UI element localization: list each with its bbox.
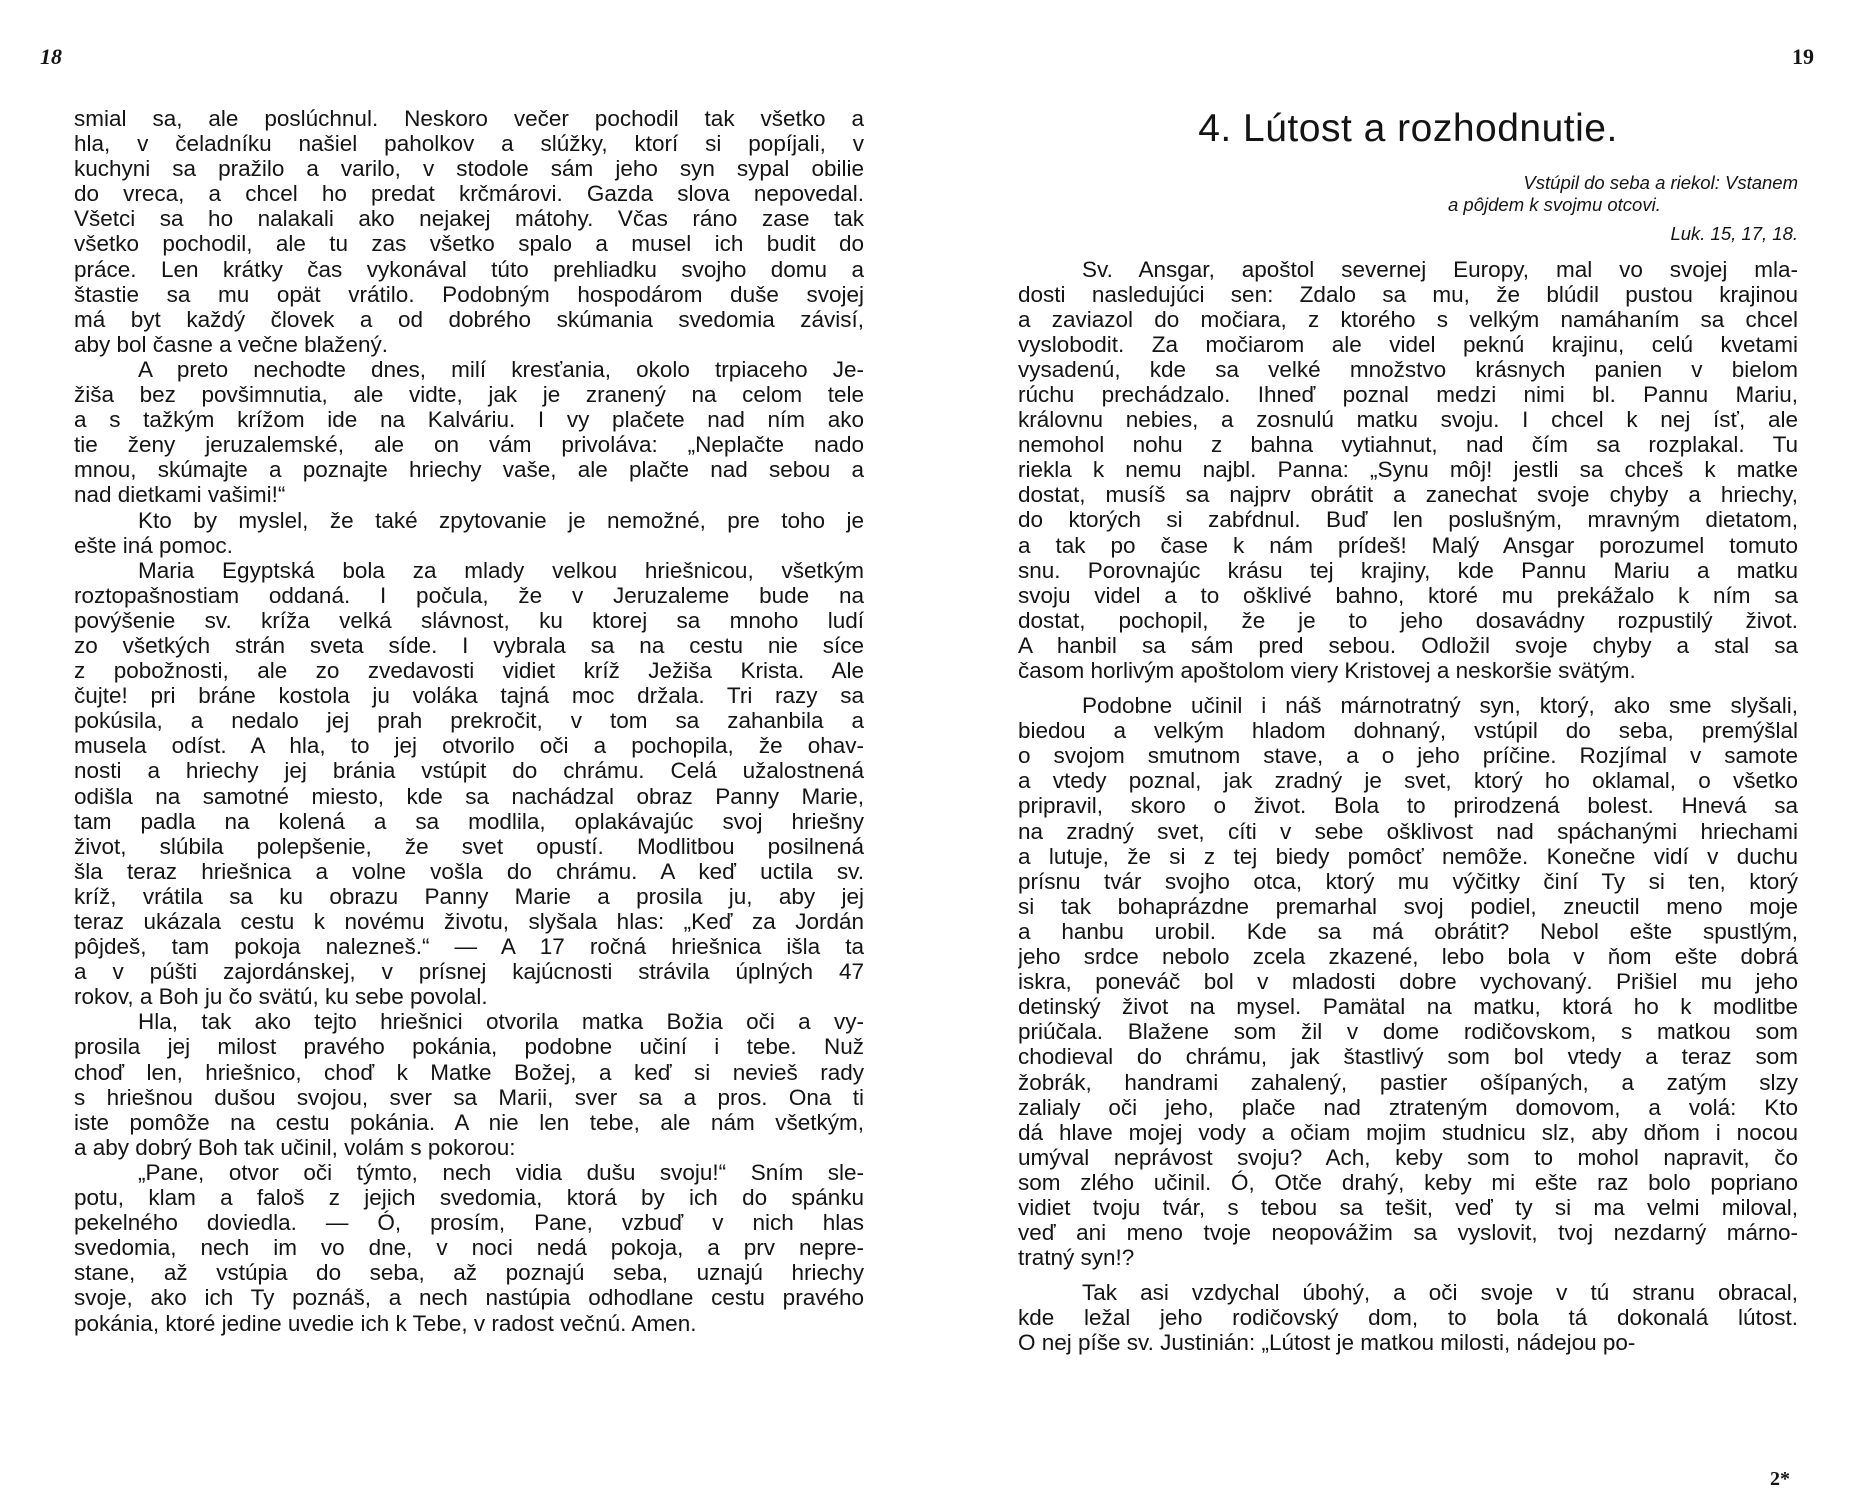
text-line: rúchu prechádzalo. Ihneď poznal medzi nimi bl. Pannu Mariu,: [1018, 381, 1798, 407]
text-line: vysadenú, kde sa velké množstvo krásnych panien v bielom: [1018, 356, 1798, 382]
text-line: potu, klam a faloš z jejich svedomia, ktorá by ich do spánku: [74, 1185, 864, 1211]
text-line: rokov, a Boh ju čo svätú, ku sebe povolal.: [74, 984, 488, 1010]
text-line: štastie sa mu opät vrátilo. Podobným hospodárom duše svojej: [74, 281, 864, 307]
motto-line-1: Vstúpil do seba a riekol: Vstanem: [1523, 172, 1798, 193]
text-line: Podobne učinil i náš márnotratný syn, ktorý, ako sme slyšali,: [1082, 693, 1798, 719]
text-line: tie ženy jeruzalemské, ale on vám privoláva: „Neplačte nado: [74, 432, 864, 458]
text-line: iste pomôže na cestu pokánia. A nie len tebe, ale nám všetkým,: [74, 1109, 864, 1135]
text-line: žobrák, handrami zahalený, pastier ošípaných, a zatým slzy: [1018, 1069, 1798, 1095]
text-line: a hanbu urobil. Kde sa má obrátit? Nebol ešte spustlým,: [1018, 918, 1798, 944]
text-line: prísnu tvár svojho otca, ktorý mu výčitky činí Ty si ten, ktorý: [1018, 868, 1798, 894]
text-line: kde ležal jeho rodičovský dom, to bola tá dokonalá lútost.: [1018, 1305, 1798, 1331]
text-line: O nej píše sv. Justinián: „Lútost je matkou milosti, nádejou po-: [1018, 1330, 1636, 1356]
text-line: musela odíst. A hla, to jej otvorilo oči a pochopila, že ohav-: [74, 733, 864, 759]
text-line: a zaviazol do močiara, z ktorého s velkým namáhaním sa chcel: [1018, 306, 1798, 332]
text-line: královnu nebies, a zosnulú matku svoju. I chcel k nej ísť, ale: [1018, 407, 1798, 433]
text-line: Kto by myslel, že také zpytovanie je nemožné, pre toho je: [138, 507, 864, 533]
right-body: [1018, 257, 1798, 1356]
motto-line-2: a pôjdem k svojmu otcovi.: [1448, 193, 1661, 215]
text-line: svedomia, nech im vo dne, v noci nedá pokoja, a prv nepre-: [74, 1235, 864, 1261]
text-line: riekla k nemu najbl. Panna: „Synu môj! jestli sa chceš k matke: [1018, 457, 1798, 483]
text-line: tratný syn!?: [1018, 1245, 1135, 1271]
printer-signature: 2*: [1770, 1468, 1790, 1490]
right-page-number: 19: [1792, 44, 1814, 69]
text-line: nad dietkami vašimi!“: [74, 482, 286, 508]
text-line: má byt každý človek a od dobrého skúmania svedomia závisí,: [74, 306, 864, 332]
text-line: a v púšti zajordánskej, v prísnej kajúcnosti strávila úplných 47: [74, 959, 864, 985]
text-line: vidiet tvoju tvár, s tebou sa tešit, veď ty si ma velmi miloval,: [1018, 1194, 1798, 1220]
text-line: priúčala. Blažene som žil v dome rodičovskom, s matkou som: [1018, 1019, 1798, 1045]
text-line: dá hlave mojej vody a očiam mojim studnicu slz, aby dňom i nocou: [1018, 1119, 1798, 1145]
text-line: dosti nasledujúci sen: Zdalo sa mu, že blúdil pustou krajinou: [1018, 281, 1798, 307]
text-line: práce. Len krátky čas vykonával túto prehliadku svojho domu a: [74, 256, 864, 282]
text-line: žiša bez povšimnutia, ale vidte, jak je zranený na celom tele: [74, 382, 864, 408]
text-line: svoju videl a to ošklivé bahno, ktoré mu prekážalo k ním sa: [1018, 582, 1798, 608]
motto-reference: Luk. 15, 17, 18.: [1670, 223, 1798, 244]
text-line: iskra, poneváč bol v mladosti dobre vychovaný. Prišiel mu jeho: [1018, 969, 1798, 995]
text-line: a lutuje, že si z tej biedy pomôcť nemôže. Konečne vidí v duchu: [1018, 843, 1798, 869]
text-line: mnou, skúmajte a poznajte hriechy vaše, ale plačte nad sebou a: [74, 457, 864, 483]
text-line: o svojom smutnom stave, a o jeho príčine. Rozjímal v samote: [1018, 743, 1798, 769]
text-line: dostat, pochopil, že je to jeho dosavádny rozpustilý život.: [1018, 607, 1798, 633]
text-line: hla, v čeladníku našiel paholkov a slúžky, ktorí si popíjali, v: [74, 131, 864, 157]
text-line: pokánia, ktoré jedine uvedie ich k Tebe, v radost večnú. Amen.: [74, 1310, 697, 1336]
text-line: Tak asi vzdychal úbohý, a oči svoje v tú stranu obracal,: [1082, 1280, 1798, 1306]
text-line: na zradný svet, cíti v sebe ošklivost nad spáchanými hriechami: [1018, 818, 1798, 844]
text-line: jeho srdce nebolo zcela zkazené, lebo bola v ňom ešte dobrá: [1018, 944, 1798, 970]
text-line: čujte! pri bráne kostola ju voláka tajná moc držala. Tri razy sa: [74, 683, 864, 709]
text-line: Všetci sa ho nalakali ako nejakej mátohy. Včas ráno zase tak: [74, 206, 864, 232]
text-line: pokúsila, a nedalo jej prah prekročit, v tom sa zahanbila a: [74, 708, 864, 734]
text-line: do ktorých si zabŕdnul. Buď len poslušným, mravným dietatom,: [1018, 507, 1798, 533]
text-line: stane, až vstúpia do seba, až poznajú seba, uznajú hriechy: [74, 1260, 864, 1286]
chapter-heading: 4. Lútost a rozhodnutie.: [1198, 107, 1618, 150]
text-line: teraz ukázala cestu k novému životu, slyšala hlas: „Keď za Jordán: [74, 909, 864, 934]
text-line: som zlého učinil. Ó, Otče drahý, keby mi ešte raz bolo popriano: [1018, 1169, 1798, 1195]
text-line: pekelného doviedla. — Ó, prosím, Pane, vzbuď v nich hlas: [74, 1210, 864, 1236]
text-line: zo všetkých strán sveta síde. I vybrala sa na cestu nie síce: [74, 632, 864, 658]
text-line: a vtedy poznal, jak zradný je svet, ktorý ho oklamal, o všetko: [1018, 768, 1798, 794]
text-line: do vreca, a chcel ho predat krčmárovi. Gazda slova nepovedal.: [74, 181, 864, 207]
text-line: A hanbil sa sám pred sebou. Odložil svoje chyby a stal sa: [1018, 632, 1798, 658]
text-line: Hla, tak ako tejto hriešnici otvorila matka Božia oči a vy-: [138, 1009, 864, 1035]
text-line: prosila jej milost pravého pokánia, podobne učiní i tebe. Nuž: [74, 1034, 864, 1060]
text-line: pripravil, skoro o život. Bola to prirodzená bolest. Hnevá sa: [1018, 793, 1798, 819]
text-line: pôjdeš, tam pokoja nalezneš.“ — A 17 ročná hriešnica išla ta: [74, 934, 864, 960]
text-line: „Pane, otvor oči týmto, nech vidia dušu svoju!“ Sním sle-: [138, 1159, 864, 1185]
text-line: A preto nechodte dnes, milí kresťania, okolo trpiaceho Je-: [138, 356, 864, 382]
text-line: si tak bohaprázdne premarhal svoj podiel, zneuctil meno moje: [1018, 893, 1798, 919]
left-page-number: 18: [40, 44, 62, 69]
text-line: a tak po čase k nám prídeš! Malý Ansgar porozumel tomuto: [1018, 532, 1798, 558]
text-line: zalialy oči jeho, plače nad ztrateným domovom, a volá: Kto: [1018, 1094, 1798, 1120]
text-line: biedou a velkým hladom dohnaný, vstúpil do seba, premýšlal: [1018, 718, 1798, 744]
text-line: a s tažkým krížom ide na Kalváriu. I vy plačete nad ním ako: [74, 407, 864, 433]
text-line: choď len, hriešnico, choď k Matke Božej, a keď si nevieš rady: [74, 1059, 864, 1085]
text-line: časom horlivým apoštolom viery Kristovej a neskoršie svätým.: [1018, 658, 1636, 683]
text-line: z pobožnosti, ale zo zvedavosti vidiet kríž Ježiša Krista. Ale: [74, 658, 864, 684]
text-line: ešte iná pomoc.: [74, 532, 233, 558]
text-line: umýval neprávost svoju? Ach, keby som to mohol napravit, čo: [1018, 1144, 1798, 1170]
text-line: šla teraz hriešnica a volne vošla do chrámu. A keď uctila sv.: [74, 858, 864, 884]
text-line: snu. Porovnajúc krásu tej krajiny, kde Pannu Mariu a matku: [1018, 557, 1798, 583]
text-line: povýšenie sv. kríža velká slávnost, ku ktorej sa mnoho ludí: [74, 607, 864, 633]
text-line: detinský život na mysel. Pamätal na matku, ktorá ho k modlitbe: [1018, 994, 1798, 1020]
text-line: vyslobodit. Za močiarom ale videl peknú krajinu, celú kvetami: [1018, 331, 1798, 357]
text-line: odišla na samotné miesto, kde sa nachádzal obraz Panny Marie,: [74, 783, 864, 809]
text-line: nemohol nohu z bahna vytiahnut, nad čím sa rozplakal. Tu: [1018, 432, 1798, 458]
text-line: svoje, ako ich Ty poznáš, a nech nastúpia odhodlane cestu pravého: [74, 1285, 864, 1311]
text-line: Sv. Ansgar, apoštol severnej Europy, mal vo svojej mla-: [1082, 256, 1798, 282]
right-page-text: [1018, 108, 1798, 1356]
left-page-text: [74, 106, 864, 1336]
text-line: dostat, musíš sa najprv obrátit a zanechat svoje chyby a hriechy,: [1018, 482, 1798, 508]
text-line: život, slúbila polepšenie, že svet opustí. Modlitbou posilnená: [74, 833, 864, 859]
text-line: roztopašnostiam oddaná. I počula, že v Jeruzaleme bude na: [74, 582, 864, 608]
text-line: nosti a hriechy jej bránia vstúpit do chrámu. Celá užalostnená: [74, 758, 864, 784]
text-line: všetko pochodil, ale tu zas všetko spalo a musel ich budit do: [74, 231, 864, 257]
text-line: smial sa, ale poslúchnul. Neskoro večer pochodil tak všetko a: [74, 106, 864, 131]
text-line: Maria Egyptská bola za mlady velkou hriešnicou, všetkým: [138, 557, 864, 583]
text-line: veď ani meno tvoje neopovážim sa vyslovit, tvoj nezdarný márno-: [1018, 1220, 1798, 1246]
text-line: aby bol časne a večne blažený.: [74, 331, 388, 357]
text-line: kríž, vrátila sa ku obrazu Panny Marie a prosila ju, aby jej: [74, 883, 864, 909]
text-line: a aby dobrý Boh tak učinil, volám s pokorou:: [74, 1134, 516, 1160]
text-line: chodieval do chrámu, jak štastlivý som bol vtedy a teraz som: [1018, 1044, 1798, 1070]
text-line: s hriešnou dušou svojou, sver sa Marii, sver sa a pros. Ona ti: [74, 1084, 864, 1110]
text-line: kuchyni sa pražilo a varilo, v stodole sám jeho syn sypal obilie: [74, 156, 864, 182]
text-line: tam padla na kolená a sa modlila, oplakávajúc svoj hriešny: [74, 808, 864, 834]
